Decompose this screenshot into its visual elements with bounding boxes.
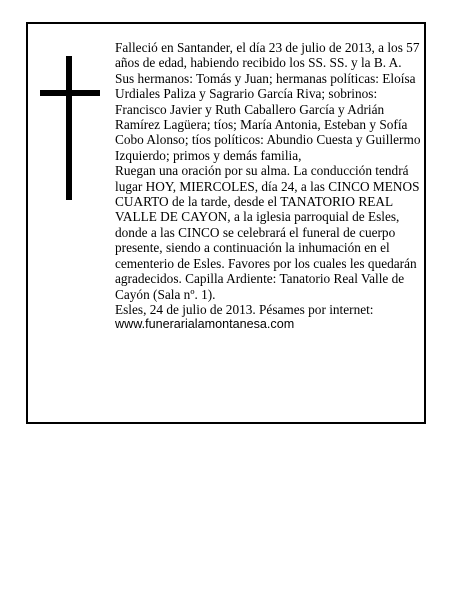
date-paragraph: Esles, 24 de julio de 2013. Pésames por internet:	[115, 301, 374, 317]
death-paragraph: Falleció en Santander, el día 23 de julio de 2013, a los 57 años de edad, habiendo recibido los SS. SS. y la B. A.	[115, 40, 420, 71]
obituary-notice	[26, 22, 426, 424]
cross-vertical-bar	[66, 56, 72, 200]
website-link[interactable]: www.funerarialamontanesa.com	[115, 317, 295, 332]
cross-horizontal-bar	[40, 90, 100, 96]
service-paragraph: Ruegan una oración por su alma. La conducción tendrá lugar HOY, MIERCOLES, día 24, a las CINCO MENOS CUARTO de la tarde, desde el TANATORIO REAL VALLE DE CAYON, a la iglesia parroquial de Esles, donde a las CINCO se celebrará el funeral de cuerpo presente, siendo a continuación la inhumación en el cementerio de Esles. Favores por los cuales les quedarán agradecidos. Capilla Ardiente: Tanatorio Real Valle de Cayón (Sala nº. 1).	[115, 163, 420, 302]
cross-icon	[40, 56, 100, 200]
family-paragraph: Sus hermanos: Tomás y Juan; hermanas políticas: Eloísa Urdiales Paliza y Sagrario García Riva; sobrinos: Francisco Javier y Ruth Caballero García y Adrián Ramírez Lagüera; tíos; María Antonia, Esteban y Sofía Cobo Alonso; tíos políticos: Abundio Cuesta y Guillermo Izquierdo; primos y demás familia,	[115, 70, 421, 163]
notice-text	[115, 40, 425, 333]
